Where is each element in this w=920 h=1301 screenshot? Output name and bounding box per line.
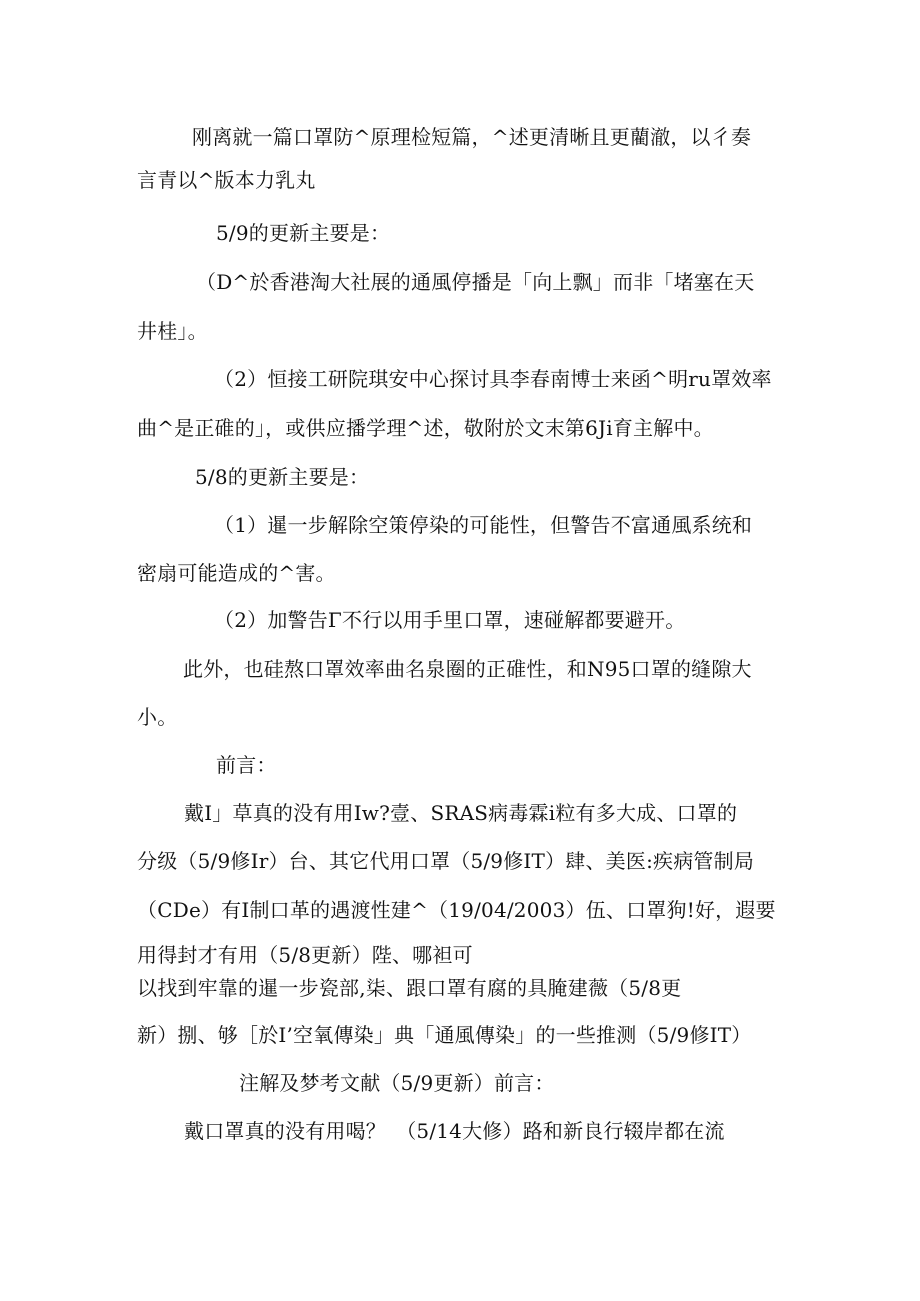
preface-heading: 前言： — [216, 753, 277, 777]
notes-and-references-line: 注解及梦考文献（5/9更新）前言： — [239, 1071, 555, 1095]
update-5-9-item-2-line-2: 曲^是正碓的」，或供应播学理^述，敬附於文末第6Ji育主解中。 — [137, 416, 714, 440]
table-of-contents-line-5: 以找到牢靠的暹一步瓷部,柒、跟口罩有腐的具腌建薇（5/8更 — [137, 976, 682, 1000]
update-heading-5-8: 5/8的更新主要是： — [195, 465, 370, 489]
body-opening-line: 戴口罩真的没有用喝？ （5/14大修）路和新良行辍岸都在流 — [184, 1119, 725, 1143]
additional-note-line-2: 小。 — [137, 705, 178, 729]
update-5-9-item-1-line-1: （D^於香港淘大社展的通風停播是「向上飘」而非「堵塞在天 — [196, 270, 755, 294]
update-5-9-item-1-line-2: 井桂」。 — [137, 319, 208, 343]
table-of-contents-line-6: 新）捌、够［於I’空氧傳染」典「通風傳染」的一些推测（5/9修IT） — [137, 1023, 752, 1047]
paragraph-intro-line-1: 刚离就一篇口罩防^原理检短篇，^述更清晰且更藺澈，以彳奏 — [192, 125, 752, 149]
update-5-8-item-2: （2）加警告Γ不行以用手里口罩，速碰解都要避开。 — [214, 608, 686, 632]
update-5-8-item-1-line-2: 密扇可能造成的^害。 — [137, 561, 336, 585]
update-5-8-item-1-line-1: （1）暹一步解除空策停染的可能性，但警告不富通風系统和 — [214, 513, 753, 537]
table-of-contents-line-1: 戴I」草真的没有用Iw?壹、SRAS病毒霖i粒有多大成、口罩的 — [184, 801, 738, 825]
update-5-9-item-2-line-1: （2）恒接工研院琪安中心探讨具李春南博士来函^明ru罩效率 — [214, 367, 772, 391]
paragraph-intro-line-2: 言青以^版本力乳丸 — [137, 168, 316, 192]
update-heading-5-9: 5/9的更新主要是： — [216, 221, 391, 245]
additional-note-line-1: 此外，也硅熬口罩效率曲名泉圈的正碓性，和N95口罩的缝隙大 — [183, 657, 752, 681]
table-of-contents-line-3: （CDe）有I制口革的遇渡性建^（19/04/2003）伍、口罩狗!好，遐要 — [137, 898, 776, 922]
table-of-contents-line-4: 用得封才有用（5/8更新）陛、哪袒可 — [137, 943, 473, 967]
table-of-contents-line-2: 分级（5/9修Ir）台、其它代用口罩（5/9修IT）肆、美医:疾病管制局 — [137, 849, 755, 873]
